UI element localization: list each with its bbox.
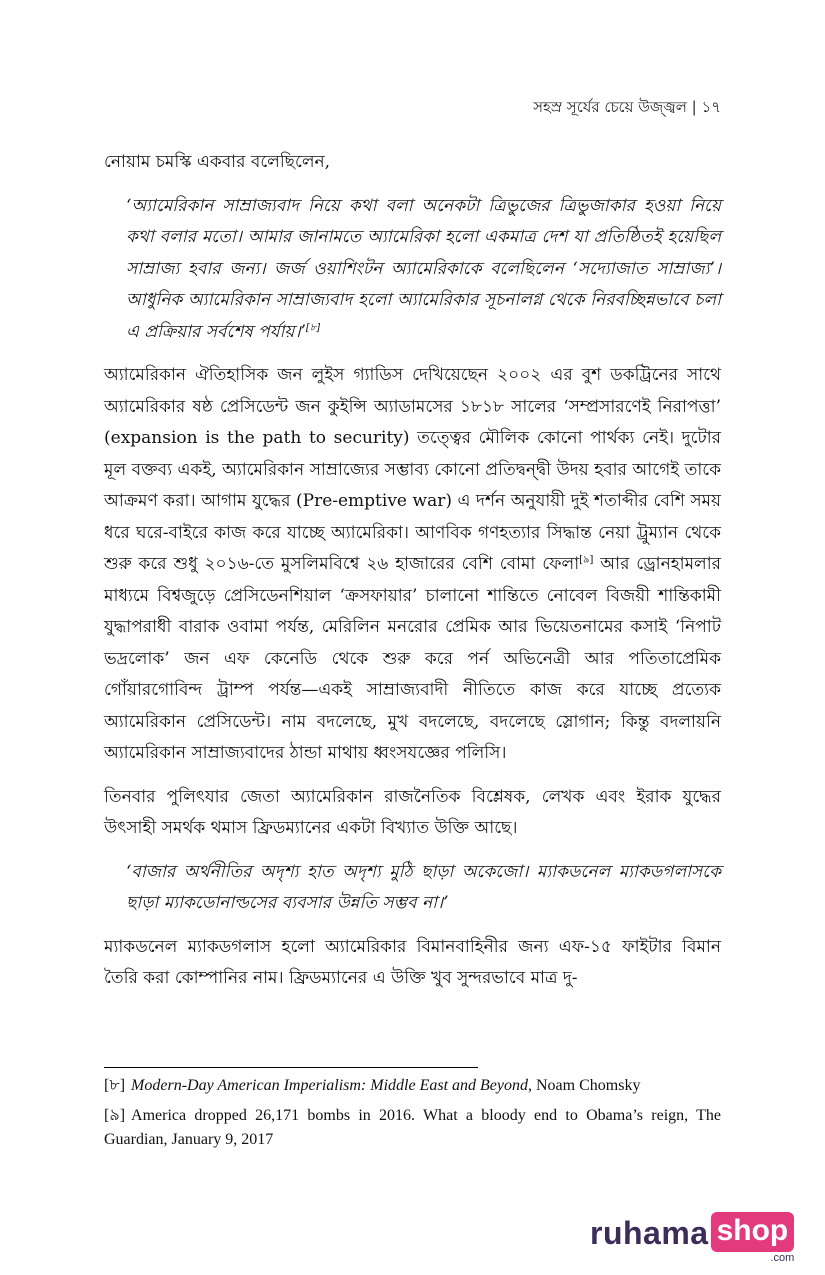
footnote-title: Modern-Day American Imperialism: Middle East and Beyond (131, 1077, 528, 1094)
footnote-8 (104, 1074, 721, 1098)
quote-chomsky (104, 191, 721, 349)
footnote-9 (104, 1104, 721, 1152)
quote-chomsky-text: ‘অ্যামেরিকান সাম্রাজ্যবাদ নিয়ে কথা বলা অনেকটা ত্রিভুজের ত্রিভুজাকার হওয়া নিয়ে কথা বলার মতো। আমার জানামতে অ্যামেরিকা হলো একমাত্র দেশ যা প্রতিষ্ঠিতই হয়েছিল সাম্রাজ্য হবার জন্য। জর্জ ওয়াশিংটন অ্যামেরিকাকে বলেছিলেন ‘সদ্যোজাত সাম্রাজ্য’। আধুনিক অ্যামেরিকান সাম্রাজ্যবাদ হলো অ্যামেরিকার সূচনালগ্ন থেকে নিরবচ্ছিন্নভাবে চলা এ প্রক্রিয়ার সর্বশেষ পর্যায়।’ (126, 195, 721, 342)
paragraph-1: নোয়াম চমস্কি একবার বলেছিলেন, (104, 152, 331, 172)
paragraph-3: তিনবার পুলিৎযার জেতা অ্যামেরিকান রাজনৈতিক বিশ্লেষক, লেখক এবং ইরাক যুদ্ধের উৎসাহী সমর্থক থমাস ফ্রিডম্যানের একটা বিখ্যাত উক্তি আছে। (104, 786, 721, 838)
main-text (104, 147, 721, 1007)
logo-wordmark: ruhama (590, 1215, 709, 1251)
footnote-text: , Noam Chomsky (528, 1077, 641, 1094)
paragraph-2-part-a: অ্যামেরিকান ঐতিহাসিক জন লুইস গ্যাডিস দেখিয়েছেন ২০০২ এর বুশ ডকট্রিনের সাথে অ্যামেরিকার ষষ্ঠ প্রেসিডেন্ট জন কুইন্সি অ্যাডামসের ১৮১৮ সালের ‘সম্প্রসারণেই নিরাপত্তা’ (expansion is the path to security) তত্ত্বের মৌলিক কোনো পার্থক্য নেই। দুটোর মূল বক্তব্য একই, অ্যামেরিকান সাম্রাজ্যের সম্ভাব্য কোনো প্রতিদ্বন্দ্বী উদয় হবার আগেই তাকে আক্রমণ করা। আগাম যুদ্ধের (Pre-emptive war) এ দর্শন অনুযায়ী দুই শতাব্দীর বেশি সময় ধরে ঘরে-বাইরে কাজ করে যাচ্ছে অ্যামেরিকা। আণবিক গণহত্যার সিদ্ধান্ত নেয়া ট্রুম্যান থেকে শুরু করে শুধু ২০১৬-তে মুসলিমবিশ্বে ২৬ হাজারের বেশি বোমা ফেলা (104, 365, 721, 574)
logo-domain: .com (770, 1252, 795, 1264)
ruhamashop-logo (590, 1212, 795, 1264)
logo-shop-badge: shop (711, 1212, 795, 1252)
footnote-divider (104, 1067, 478, 1068)
paragraph-2 (104, 360, 721, 770)
footnote-text: America dropped 26,171 bombs in 2016. What a bloody end to Obama’s reign, The Guardian, January 9, 2017 (104, 1107, 721, 1148)
footnotes (104, 1074, 721, 1158)
footnote-ref-8: [৮] (305, 321, 321, 333)
running-header: সহস্র সূর্যের চেয়ে উজ্জ্বল | ১৭ (533, 98, 721, 116)
paragraph-4: ম্যাকডনেল ম্যাকডগলাস হলো অ্যামেরিকার বিমানবাহিনীর জন্য এফ-১৫ ফাইটার বিমান তৈরি করা কোম্পানির নাম। ফ্রিডম্যানের এ উক্তি খুব সুন্দরভাবে মাত্র দু- (104, 936, 721, 988)
footnote-ref-9: [৯] (579, 554, 594, 566)
paragraph-2-part-b: আর ড্রোনহামলার মাধ্যমে বিশ্বজুড়ে প্রেসিডেনশিয়াল ‘ক্রসফায়ার’ চালানো শান্তিতে নোবেল বিজয়ী শান্তিকামী যুদ্ধাপরাধী বারাক ওবামা পর্যন্ত, মেরিলিন মনরোর প্রেমিক আর ভিয়েতনামের কসাই ‘নিপাট ভদ্রলোক’ জন এফ কেনেডি থেকে শুরু করে পর্ন অভিনেত্রী আর পতিতাপ্রেমিক গোঁয়ারগোবিন্দ ট্রাম্প পর্যন্ত—একই সাম্রাজ্যবাদী নীতিতে কাজ করে যাচ্ছে প্রত্যেক অ্যামেরিকান প্রেসিডেন্ট। নাম বদলেছে, মুখ বদলেছে, বদলেছে স্লোগান; কিন্তু বদলায়নি অ্যামেরিকান সাম্রাজ্যবাদের ঠান্ডা মাথায় ধ্বংসযজ্ঞের পলিসি। (104, 554, 721, 763)
footnote-number: [৮] (104, 1077, 126, 1094)
footnote-number: [৯] (104, 1107, 126, 1124)
quote-friedman: ‘বাজার অর্থনীতির অদৃশ্য হাত অদৃশ্য মুঠি ছাড়া অকেজো। ম্যাকডনেল ম্যাকডগলাসকে ছাড়া ম্যাকডোনাল্ডসের ব্যবসার উন্নতি সম্ভব না।’ (126, 861, 721, 913)
